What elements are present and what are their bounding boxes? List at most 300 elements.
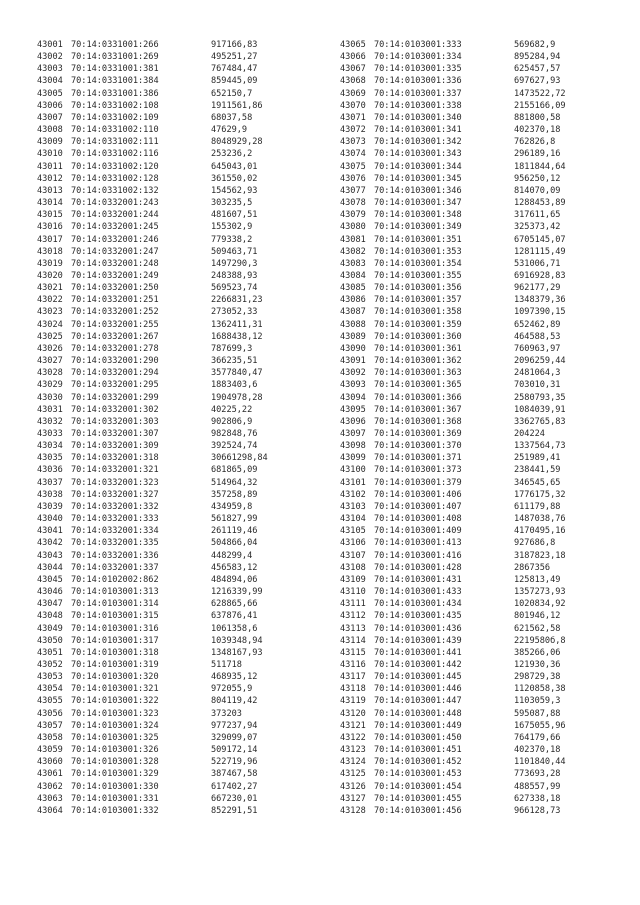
cadastral-number: 70:14:0103001:355 <box>374 270 462 281</box>
cadastral-number: 70:14:0332001:333 <box>71 514 159 525</box>
cadastral-value: 804119,42 <box>211 696 258 707</box>
cadastral-value: 569682,9 <box>514 40 556 50</box>
cadastral-value: 977237,94 <box>211 720 258 731</box>
cadastral-value: 125813,49 <box>514 574 561 585</box>
cadastral-number: 70:14:0332001:332 <box>71 501 159 512</box>
table-row <box>37 124 268 136</box>
cadastral-value: 1487038,76 <box>514 514 566 525</box>
row-number: 43042 <box>37 538 63 549</box>
table-row <box>37 416 268 428</box>
row-number: 43128 <box>340 805 366 816</box>
cadastral-value: 628865,66 <box>211 599 258 610</box>
cadastral-value: 531006,71 <box>514 258 561 269</box>
cadastral-number: 70:14:0103001:435 <box>374 611 462 622</box>
row-number: 43067 <box>340 64 366 75</box>
row-number: 43018 <box>37 246 63 257</box>
row-number: 43015 <box>37 210 63 221</box>
cadastral-number: 70:14:0103001:347 <box>374 198 462 209</box>
cadastral-value: 779338,2 <box>211 234 253 245</box>
cadastral-value: 346545,65 <box>514 477 561 488</box>
table-row <box>340 562 566 574</box>
cadastral-value: 595087,88 <box>514 708 561 719</box>
table-row <box>37 306 268 318</box>
cadastral-value: 1216339,99 <box>211 587 263 598</box>
cadastral-value: 488557,99 <box>514 781 561 792</box>
cadastral-value: 2219580б,8 <box>514 635 566 646</box>
cadastral-value: 1362411,31 <box>211 319 263 330</box>
cadastral-number: 70:14:0103001:317 <box>71 635 159 646</box>
table-row <box>340 550 566 562</box>
table-row <box>340 367 566 379</box>
table-row <box>340 88 566 100</box>
cadastral-number: 70:14:0332001:250 <box>71 283 159 294</box>
cadastral-value: 511718 <box>211 659 242 670</box>
table-row <box>340 173 566 185</box>
row-number: 43021 <box>37 283 63 294</box>
table-row <box>37 197 268 209</box>
cadastral-number: 70:14:0103001:342 <box>374 137 462 148</box>
row-number: 43100 <box>340 465 366 476</box>
table-row <box>340 720 566 732</box>
cadastral-value: 509463,71 <box>211 246 258 257</box>
cadastral-number: 70:14:0332001:318 <box>71 453 159 464</box>
cadastral-number: 70:14:0332001:295 <box>71 380 159 391</box>
cadastral-value: 3187823,18 <box>514 550 566 561</box>
cadastral-value: 801946,12 <box>514 611 561 622</box>
cadastral-number: 70:14:0103001:332 <box>71 805 159 816</box>
cadastral-value: 667230,01 <box>211 793 258 804</box>
table-row <box>37 647 268 659</box>
table-row <box>340 124 566 136</box>
row-number: 43077 <box>340 185 366 196</box>
row-number: 43094 <box>340 392 366 403</box>
table-row <box>37 452 268 464</box>
table-row <box>37 501 268 513</box>
cadastral-value: 627338,18 <box>514 793 561 804</box>
row-number: 43107 <box>340 550 366 561</box>
cadastral-number: 70:14:0332001:321 <box>71 465 159 476</box>
row-number: 43039 <box>37 501 63 512</box>
cadastral-number: 70:14:0331002:110 <box>71 125 159 136</box>
cadastral-number: 70:14:0103001:451 <box>374 745 462 756</box>
cadastral-number: 70:14:0103001:370 <box>374 441 462 452</box>
cadastral-number: 70:14:0103001:353 <box>374 246 462 257</box>
cadastral-number: 70:14:0103001:322 <box>71 696 159 707</box>
row-number: 43009 <box>37 137 63 148</box>
row-number: 43070 <box>340 100 366 111</box>
table-row <box>340 148 566 160</box>
table-row <box>37 732 268 744</box>
table-row <box>37 404 268 416</box>
cadastral-value: 762826,8 <box>514 137 556 148</box>
cadastral-number: 70:14:0332001:246 <box>71 234 159 245</box>
table-row <box>37 805 268 817</box>
cadastral-number: 70:14:0331002:109 <box>71 112 159 123</box>
row-number: 43062 <box>37 781 63 792</box>
row-number: 43101 <box>340 477 366 488</box>
table-row <box>37 574 268 586</box>
cadastral-number: 70:14:0103001:445 <box>374 672 462 683</box>
cadastral-number: 70:14:0103001:338 <box>374 100 462 111</box>
table-row <box>340 136 566 148</box>
cadastral-value: 1039348,94 <box>211 635 263 646</box>
row-number: 43126 <box>340 781 366 792</box>
cadastral-value: 402370,18 <box>514 745 561 756</box>
row-number: 43007 <box>37 112 63 123</box>
cadastral-number: 70:14:0103001:335 <box>374 64 462 75</box>
row-number: 43121 <box>340 720 366 731</box>
row-number: 43082 <box>340 246 366 257</box>
cadastral-value: 895284,94 <box>514 52 561 63</box>
cadastral-value: 703010,31 <box>514 380 561 391</box>
cadastral-value: 1497290,3 <box>211 258 258 269</box>
cadastral-number: 70:14:0331002:120 <box>71 161 159 172</box>
row-number: 43027 <box>37 356 63 367</box>
row-number: 43060 <box>37 757 63 768</box>
row-number: 43078 <box>340 198 366 209</box>
cadastral-value: 253236,2 <box>211 149 253 160</box>
table-row <box>340 282 566 294</box>
row-number: 43061 <box>37 769 63 780</box>
cadastral-value: 2155166,09 <box>514 100 566 111</box>
cadastral-number: 70:14:0332001:248 <box>71 258 159 269</box>
cadastral-value: 697627,93 <box>514 76 561 87</box>
table-row <box>340 294 566 306</box>
cadastral-value: 204224 <box>514 429 545 439</box>
cadastral-value: 456583,12 <box>211 562 258 573</box>
cadastral-value: 1061358,6 <box>211 623 258 634</box>
row-number: 43056 <box>37 708 63 719</box>
table-row <box>37 537 268 549</box>
cadastral-number: 70:14:0331001:381 <box>71 64 159 75</box>
cadastral-value: 1020834,92 <box>514 599 566 610</box>
table-row <box>340 428 566 440</box>
table-row <box>37 610 268 622</box>
table-row <box>37 464 268 476</box>
row-number: 43123 <box>340 745 366 756</box>
table-row <box>340 635 566 647</box>
cadastral-value: 357258,89 <box>211 489 258 500</box>
row-number: 43030 <box>37 392 63 403</box>
table-row <box>340 234 566 246</box>
cadastral-value: 495251,27 <box>211 52 258 63</box>
cadastral-value: 637876,41 <box>211 611 258 622</box>
row-number: 43104 <box>340 514 366 525</box>
table-row <box>37 343 268 355</box>
table-row <box>340 683 566 695</box>
cadastral-value: 966128,73 <box>514 805 561 816</box>
table-row <box>37 781 268 793</box>
table-row <box>37 355 268 367</box>
cadastral-number: 70:14:0103001:328 <box>71 757 159 768</box>
cadastral-number: 70:14:0103001:436 <box>374 623 462 634</box>
cadastral-value: 2266831,23 <box>211 295 263 306</box>
cadastral-number: 70:14:0103001:433 <box>374 587 462 598</box>
cadastral-value: 652462,89 <box>514 319 561 330</box>
row-number: 43120 <box>340 708 366 719</box>
cadastral-number: 70:14:0331001:266 <box>71 40 159 50</box>
row-number: 43026 <box>37 343 63 354</box>
row-number: 43074 <box>340 149 366 160</box>
row-number: 43119 <box>340 696 366 707</box>
table-row <box>37 562 268 574</box>
row-number: 43079 <box>340 210 366 221</box>
row-number: 43080 <box>340 222 366 233</box>
table-row <box>37 294 268 306</box>
cadastral-number: 70:14:0103001:315 <box>71 611 159 622</box>
cadastral-number: 70:14:0103001:406 <box>374 489 462 500</box>
row-number: 43059 <box>37 745 63 756</box>
table-row <box>340 39 566 51</box>
row-number: 43117 <box>340 672 366 683</box>
cadastral-value: 434959,8 <box>211 501 253 512</box>
table-row <box>340 209 566 221</box>
table-row <box>340 185 566 197</box>
cadastral-number: 70:14:0103001:359 <box>374 319 462 330</box>
cadastral-value: 2580793,35 <box>514 392 566 403</box>
cadastral-number: 70:14:0103001:455 <box>374 793 462 804</box>
cadastral-value: 8048929,28 <box>211 137 263 148</box>
table-row <box>37 379 268 391</box>
table-row <box>340 319 566 331</box>
cadastral-number: 70:14:0102002:862 <box>71 574 159 585</box>
cadastral-number: 70:14:0103001:366 <box>374 392 462 403</box>
table-row <box>37 88 268 100</box>
row-number: 43005 <box>37 88 63 99</box>
cadastral-value: 296189,16 <box>514 149 561 160</box>
table-row <box>340 732 566 744</box>
table-row <box>37 550 268 562</box>
row-number: 43113 <box>340 623 366 634</box>
cadastral-number: 70:14:0103001:341 <box>374 125 462 136</box>
row-number: 43049 <box>37 623 63 634</box>
cadastral-value: 1357273,93 <box>514 587 566 598</box>
row-number: 43043 <box>37 550 63 561</box>
cadastral-value: 760963,97 <box>514 343 561 354</box>
row-number: 43014 <box>37 198 63 209</box>
table-row <box>37 185 268 197</box>
cadastral-value: 1288453,89 <box>514 198 566 209</box>
row-number: 43010 <box>37 149 63 160</box>
cadastral-number: 70:14:0331001:386 <box>71 88 159 99</box>
cadastral-value: 30661298,84 <box>211 453 268 464</box>
cadastral-number: 70:14:0332001:255 <box>71 319 159 330</box>
row-number: 43081 <box>340 234 366 245</box>
row-number: 43076 <box>340 173 366 184</box>
cadastral-number: 70:14:0332001:307 <box>71 429 159 439</box>
cadastral-number: 70:14:0103001:357 <box>374 295 462 306</box>
table-row <box>340 331 566 343</box>
row-number: 43106 <box>340 538 366 549</box>
row-number: 43040 <box>37 514 63 525</box>
table-row <box>37 39 268 51</box>
cadastral-value: 1904978,28 <box>211 392 263 403</box>
table-row <box>340 708 566 720</box>
table-row <box>340 768 566 780</box>
table-row <box>340 647 566 659</box>
cadastral-number: 70:14:0103001:358 <box>374 307 462 318</box>
cadastral-number: 70:14:0103001:448 <box>374 708 462 719</box>
table-row <box>37 63 268 75</box>
table-row <box>340 610 566 622</box>
table-row <box>340 51 566 63</box>
table-row <box>340 112 566 124</box>
table-row <box>37 234 268 246</box>
cadastral-number: 70:14:0103001:379 <box>374 477 462 488</box>
cadastral-value: 3577840,47 <box>211 368 263 379</box>
cadastral-number: 70:14:0103001:450 <box>374 732 462 743</box>
cadastral-number: 70:14:0103001:316 <box>71 623 159 634</box>
table-row <box>37 635 268 647</box>
cadastral-number: 70:14:0103001:369 <box>374 429 462 439</box>
cadastral-number: 70:14:0103001:334 <box>374 52 462 63</box>
cadastral-number: 70:14:0103001:351 <box>374 234 462 245</box>
row-number: 43105 <box>340 526 366 537</box>
cadastral-value: 468935,12 <box>211 672 258 683</box>
cadastral-value: 902806,9 <box>211 416 253 427</box>
cadastral-value: 121930,36 <box>514 659 561 670</box>
row-number: 43127 <box>340 793 366 804</box>
table-row <box>37 282 268 294</box>
cadastral-number: 70:14:0103001:356 <box>374 283 462 294</box>
cadastral-value: 645043,01 <box>211 161 258 172</box>
cadastral-number: 70:14:0103001:454 <box>374 781 462 792</box>
table-row <box>37 221 268 233</box>
row-number: 43069 <box>340 88 366 99</box>
cadastral-value: 509172,14 <box>211 745 258 756</box>
cadastral-number: 70:14:0103001:416 <box>374 550 462 561</box>
table-row <box>37 671 268 683</box>
table-row <box>37 392 268 404</box>
table-row <box>340 489 566 501</box>
cadastral-value: 3362765,83 <box>514 416 566 427</box>
cadastral-number: 70:14:0332001:336 <box>71 550 159 561</box>
cadastral-number: 70:14:0332001:278 <box>71 343 159 354</box>
table-row <box>37 270 268 282</box>
table-row <box>37 258 268 270</box>
cadastral-number: 70:14:0103001:413 <box>374 538 462 549</box>
row-number: 43068 <box>340 76 366 87</box>
row-number: 43017 <box>37 234 63 245</box>
cadastral-number: 70:14:0103001:441 <box>374 647 462 658</box>
cadastral-value: 1473522,72 <box>514 88 566 99</box>
cadastral-value: 917166,83 <box>211 40 258 50</box>
cadastral-number: 70:14:0332001:335 <box>71 538 159 549</box>
cadastral-number: 70:14:0332001:251 <box>71 295 159 306</box>
table-row <box>340 671 566 683</box>
cadastral-number: 70:14:0103001:434 <box>374 599 462 610</box>
cadastral-value: 1120858,38 <box>514 684 566 695</box>
cadastral-number: 70:14:0103001:446 <box>374 684 462 695</box>
cadastral-value: 927686,8 <box>514 538 556 549</box>
cadastral-value: 366235,51 <box>211 356 258 367</box>
cadastral-number: 70:14:0103001:431 <box>374 574 462 585</box>
cadastral-number: 70:14:0331002:111 <box>71 137 159 148</box>
row-number: 43092 <box>340 368 366 379</box>
row-number: 43102 <box>340 489 366 500</box>
cadastral-value: 361550,02 <box>211 173 258 184</box>
cadastral-number: 70:14:0332001:299 <box>71 392 159 403</box>
row-number: 43004 <box>37 76 63 87</box>
row-number: 43036 <box>37 465 63 476</box>
table-row <box>37 598 268 610</box>
cadastral-value: 251989,41 <box>514 453 561 464</box>
row-number: 43097 <box>340 429 366 439</box>
row-number: 43046 <box>37 587 63 598</box>
table-row <box>37 793 268 805</box>
row-number: 43114 <box>340 635 366 646</box>
row-number: 43048 <box>37 611 63 622</box>
table-row <box>37 513 268 525</box>
cadastral-number: 70:14:0103001:439 <box>374 635 462 646</box>
cadastral-number: 70:14:0331002:116 <box>71 149 159 160</box>
row-number: 43112 <box>340 611 366 622</box>
row-number: 43041 <box>37 526 63 537</box>
cadastral-number: 70:14:0103001:325 <box>71 732 159 743</box>
cadastral-number: 70:14:0332001:290 <box>71 356 159 367</box>
table-row <box>340 537 566 549</box>
table-row <box>340 270 566 282</box>
cadastral-value: 385266,06 <box>514 647 561 658</box>
table-row <box>37 367 268 379</box>
cadastral-value: 569523,74 <box>211 283 258 294</box>
row-number: 43028 <box>37 368 63 379</box>
table-row <box>37 246 268 258</box>
cadastral-value: 1084039,91 <box>514 404 566 415</box>
row-number: 43016 <box>37 222 63 233</box>
cadastral-number: 70:14:0103001:318 <box>71 647 159 658</box>
table-row <box>340 343 566 355</box>
cadastral-value: 329099,07 <box>211 732 258 743</box>
cadastral-number: 70:14:0103001:349 <box>374 222 462 233</box>
row-number: 43047 <box>37 599 63 610</box>
row-number: 43084 <box>340 270 366 281</box>
row-number: 43103 <box>340 501 366 512</box>
cadastral-number: 70:14:0103001:407 <box>374 501 462 512</box>
table-row <box>340 416 566 428</box>
table-row <box>340 744 566 756</box>
cadastral-value: 2096259,44 <box>514 356 566 367</box>
row-number: 43063 <box>37 793 63 804</box>
table-row <box>37 586 268 598</box>
table-row <box>37 768 268 780</box>
row-number: 43052 <box>37 659 63 670</box>
cadastral-value: 464588,53 <box>514 331 561 342</box>
cadastral-number: 70:14:0103001:333 <box>374 40 462 50</box>
table-row <box>37 695 268 707</box>
row-number: 43033 <box>37 429 63 439</box>
table-row <box>37 489 268 501</box>
cadastral-value: 6916928,83 <box>514 270 566 281</box>
cadastral-value: 617402,27 <box>211 781 258 792</box>
table-row <box>340 598 566 610</box>
cadastral-number: 70:14:0103001:344 <box>374 161 462 172</box>
row-number: 43001 <box>37 40 63 50</box>
cadastral-number: 70:14:0103001:323 <box>71 708 159 719</box>
cadastral-value: 47629,9 <box>211 125 248 136</box>
table-row <box>340 695 566 707</box>
table-row <box>340 586 566 598</box>
table-row <box>340 404 566 416</box>
cadastral-value: 303235,5 <box>211 198 253 209</box>
cadastral-value: 1883403,6 <box>211 380 258 391</box>
cadastral-value: 962177,29 <box>514 283 561 294</box>
table-row <box>37 319 268 331</box>
cadastral-value: 298729,38 <box>514 672 561 683</box>
row-number: 43003 <box>37 64 63 75</box>
cadastral-number: 70:14:0103001:371 <box>374 453 462 464</box>
row-number: 43023 <box>37 307 63 318</box>
